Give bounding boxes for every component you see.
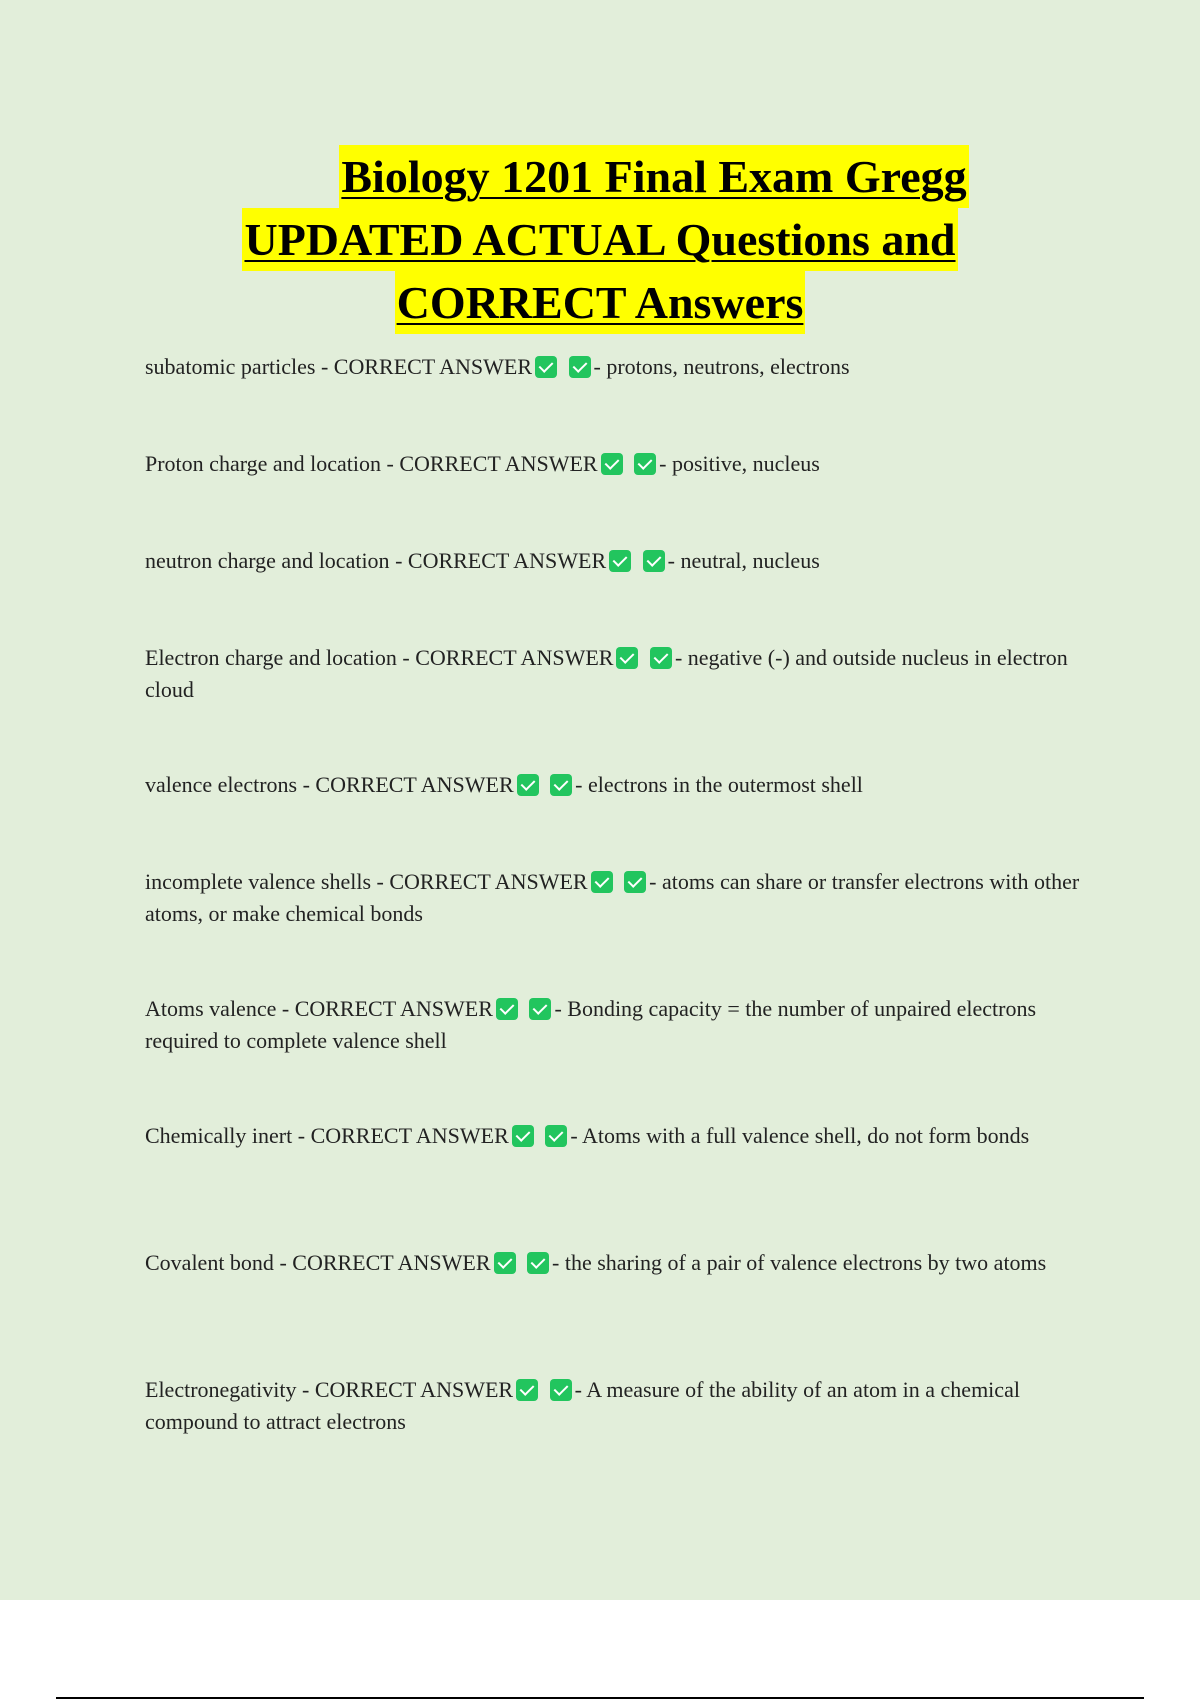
correct-answer-label: CORRECT ANSWER — [415, 645, 614, 670]
footer-divider — [56, 1697, 1144, 1699]
checkmark-icon — [609, 550, 631, 572]
correct-answer-label: CORRECT ANSWER — [294, 996, 493, 1021]
qa-answer: positive, nucleus — [671, 451, 820, 476]
checkmark-icon — [650, 647, 672, 669]
checkmark-icon — [529, 998, 551, 1020]
qa-answer: protons, neutrons, electrons — [606, 354, 850, 379]
qa-answer: the sharing of a pair of valence electrons by two atoms — [564, 1250, 1047, 1275]
title-line-1: Biology 1201 Final Exam Gregg — [339, 145, 968, 208]
checkmark-icon — [517, 774, 539, 796]
checkmark-icon — [550, 774, 572, 796]
checkmark-icon — [569, 356, 591, 378]
qa-answer: electrons in the outermost shell — [587, 772, 863, 797]
qa-term: subatomic particles — [145, 354, 316, 379]
qa-item: Proton charge and location - CORRECT ANSWER - positive, nucleus — [145, 451, 820, 476]
qa-item: Electron charge and location - CORRECT ANSWER - negative (-) and outside nucleus in electron cloud — [145, 645, 1068, 702]
qa-item: neutron charge and location - CORRECT ANSWER - neutral, nucleus — [145, 548, 820, 573]
checkmark-icon — [616, 647, 638, 669]
qa-item: incomplete valence shells - CORRECT ANSWER - atoms can share or transfer electrons with other atoms, or make chemical bonds — [145, 869, 1080, 926]
qa-term: Proton charge and location — [145, 451, 382, 476]
qa-item: Electronegativity - CORRECT ANSWER - A measure of the ability of an atom in a chemical compound to attract electrons — [145, 1377, 1020, 1434]
checkmark-icon — [516, 1379, 538, 1401]
checkmark-icon — [535, 356, 557, 378]
qa-term: Atoms valence — [145, 996, 277, 1021]
qa-answer: A measure of the ability of an atom in a chemical compound to attract electrons — [145, 1377, 1020, 1434]
checkmark-icon — [545, 1125, 567, 1147]
correct-answer-label: CORRECT ANSWER — [389, 869, 588, 894]
qa-answer: atoms can share or transfer electrons with other atoms, or make chemical bonds — [145, 869, 1080, 926]
correct-answer-label: CORRECT ANSWER — [314, 1377, 514, 1402]
checkmark-icon — [512, 1125, 534, 1147]
checkmark-icon — [601, 453, 623, 475]
qa-term: neutron charge and location — [145, 548, 390, 573]
checkmark-icon — [550, 1379, 572, 1401]
qa-term: Chemically inert — [145, 1123, 293, 1148]
checkmark-icon — [634, 453, 656, 475]
qa-answer: Bonding capacity = the number of unpaired electrons required to complete valence shell — [145, 996, 1037, 1053]
qa-term: Covalent bond — [145, 1250, 274, 1275]
title-line-3: CORRECT Answers — [395, 271, 806, 334]
qa-item: Atoms valence - CORRECT ANSWER - Bonding capacity = the number of unpaired electrons required to complete valence shell — [145, 996, 1037, 1053]
document-title — [0, 145, 1200, 334]
checkmark-icon — [494, 1252, 516, 1274]
correct-answer-label: CORRECT ANSWER — [399, 451, 598, 476]
qa-term: Electron charge and location — [145, 645, 397, 670]
qa-term: valence electrons — [145, 772, 298, 797]
qa-item: Covalent bond - CORRECT ANSWER - the sharing of a pair of valence electrons by two atoms — [145, 1250, 1047, 1275]
qa-item: Chemically inert - CORRECT ANSWER - Atoms with a full valence shell, do not form bonds — [145, 1123, 1030, 1148]
qa-answer: Atoms with a full valence shell, do not form bonds — [581, 1123, 1030, 1148]
qa-answer: negative (-) and outside nucleus in electron cloud — [145, 645, 1068, 702]
checkmark-icon — [527, 1252, 549, 1274]
correct-answer-label: CORRECT ANSWER — [333, 354, 533, 379]
checkmark-icon — [643, 550, 665, 572]
checkmark-icon — [496, 998, 518, 1020]
qa-term: Electronegativity — [145, 1377, 297, 1402]
qa-answer: neutral, nucleus — [680, 548, 820, 573]
correct-answer-label: CORRECT ANSWER — [315, 772, 514, 797]
qa-item: valence electrons - CORRECT ANSWER - electrons in the outermost shell — [145, 772, 863, 797]
correct-answer-label: CORRECT ANSWER — [292, 1250, 491, 1275]
qa-term: incomplete valence shells — [145, 869, 372, 894]
checkmark-icon — [624, 871, 646, 893]
checkmark-icon — [591, 871, 613, 893]
title-line-2: UPDATED ACTUAL Questions and — [242, 208, 957, 271]
qa-item: subatomic particles - CORRECT ANSWER - protons, neutrons, electrons — [145, 354, 850, 379]
correct-answer-label: CORRECT ANSWER — [407, 548, 607, 573]
correct-answer-label: CORRECT ANSWER — [310, 1123, 509, 1148]
